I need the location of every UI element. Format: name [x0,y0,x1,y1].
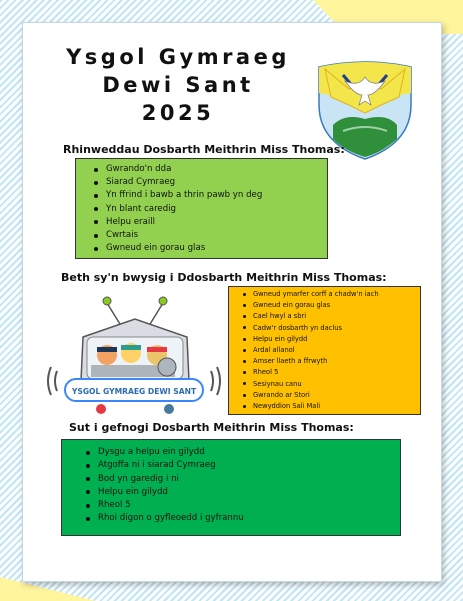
list-box-sut-i-gefnogi [61,439,401,536]
list-item: Atgoffa ni i siarad Cymraeg [84,459,400,472]
list-item: Gwneud ein gorau glas [241,300,420,311]
list-item: Rheol 5 [241,367,420,378]
list-box-rhinweddau [75,158,328,259]
robot-bus-logo-icon [39,289,229,421]
list-item: Helpu eraill [92,216,327,229]
list-item: Cadw'r dosbarth yn daclus [241,323,420,334]
list-item: Gwrando'n dda [92,163,327,176]
list-item: Gwrando ar Stori [241,390,420,401]
list-item: Gwneud ymarfer corff a chadw'n iach [241,289,420,300]
list-item: Yn ffrind i bawb a thrin pawb yn deg [92,189,327,202]
list-item: Rheol 5 [84,499,400,512]
list-item: Dysgu a helpu ein gilydd [84,446,400,459]
list-item: Helpu ein gilydd [84,486,400,499]
list-item: Helpu ein gilydd [241,334,420,345]
list-item: Gwneud ein gorau glas [92,242,327,255]
document-title [53,43,303,127]
section-heading-rhinweddau: Rhinweddau Dosbarth Meithrin Miss Thomas: [63,143,345,156]
list-item: Yn blant caredig [92,203,327,216]
list-item: Cwrtais [92,229,327,242]
title-line-3: 2025 [141,101,215,125]
list-box-beth-syn-bwysig [228,286,421,415]
document-page [22,22,442,582]
list-item: Ardal allanol [241,345,420,356]
title-line-1: Ysgol Gymraeg [66,45,290,69]
section-heading-beth-syn-bwysig: Beth sy'n bwysig i Ddosbarth Meithrin Miss Thomas: [61,271,387,284]
section-heading-sut-i-gefnogi: Sut i gefnogi Dosbarth Meithrin Miss Thomas: [69,421,354,434]
logo-text: YSGOL GYMRAEG DEWI SANT [71,387,197,396]
list-item: Rhoi digon o gyfleoedd i gyfrannu [84,512,400,525]
list-item: Cael hwyl a sbri [241,311,420,322]
title-line-2: Dewi Sant [102,73,254,97]
list-item: Amser llaeth a ffrwyth [241,356,420,367]
list-item: Siarad Cymraeg [92,176,327,189]
list-item: Bod yn garedig i ni [84,473,400,486]
list-item: Sesiynau canu [241,379,420,390]
list-item: Newyddion Sali Mali [241,401,420,412]
